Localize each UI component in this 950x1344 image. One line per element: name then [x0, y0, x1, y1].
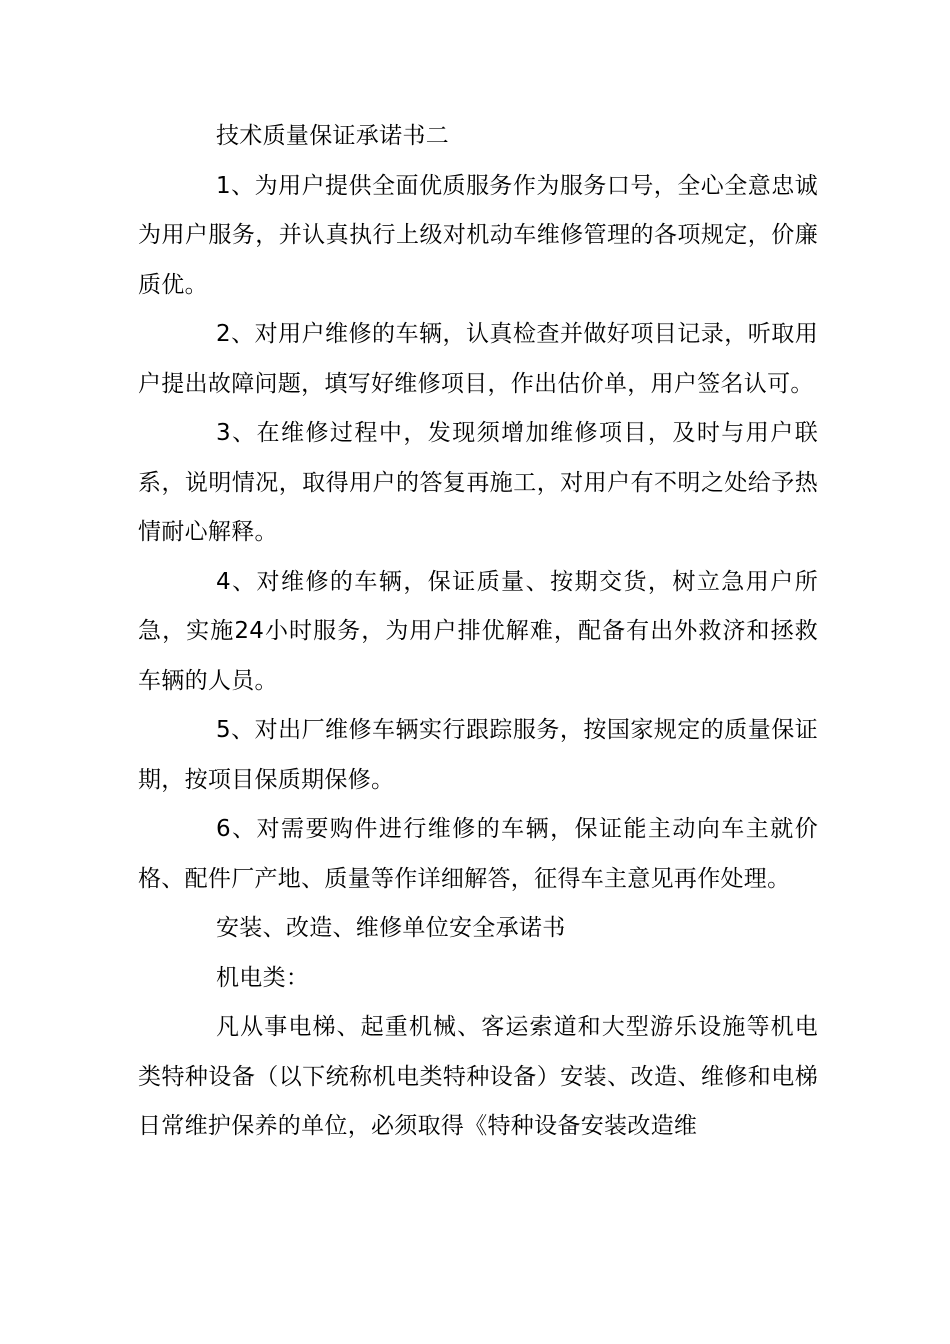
commitment-item-1: 1、为用户提供全面优质服务作为服务口号，全心全意忠诚为用户服务，并认真执行上级对机动车维修管理的各项规定，价廉质优。: [138, 172, 818, 298]
commitment-item-4: 4、对维修的车辆，保证质量、按期交货，树立急用户所急，实施24小时服务，为用户排优解难，配备有出外救济和拯救车辆的人员。: [138, 568, 818, 694]
commitment-item-2: 2、对用户维修的车辆，认真检查并做好项目记录，听取用户提出故障问题，填写好维修项目，作出估价单，用户签名认可。: [138, 321, 818, 397]
commitment-item-5: 5、对出厂维修车辆实行跟踪服务，按国家规定的质量保证期，按项目保质期保修。: [138, 717, 818, 793]
subsection-title: 机电类：: [216, 964, 310, 991]
commitment-item-3: 3、在维修过程中，发现须增加维修项目，及时与用户联系，说明情况，取得用户的答复再施工，对用户有不明之处给予热情耐心解释。: [138, 420, 818, 545]
document-title: 技术质量保证承诺书二: [216, 123, 449, 149]
commitment-item-6: 6、对需要购件进行维修的车辆，保证能主动向车主就价格、配件厂产地、质量等作详细解答，征得车主意见再作处理。: [138, 816, 818, 892]
body-paragraph: 凡从事电梯、起重机械、客运索道和大型游乐设施等机电类特种设备（以下统称机电类特种设备）安装、改造、维修和电梯日常维护保养的单位，必须取得《特种设备安装改造维: [138, 1014, 818, 1139]
section-title: 安装、改造、维修单位安全承诺书: [216, 915, 566, 941]
document-body: [138, 112, 818, 1152]
